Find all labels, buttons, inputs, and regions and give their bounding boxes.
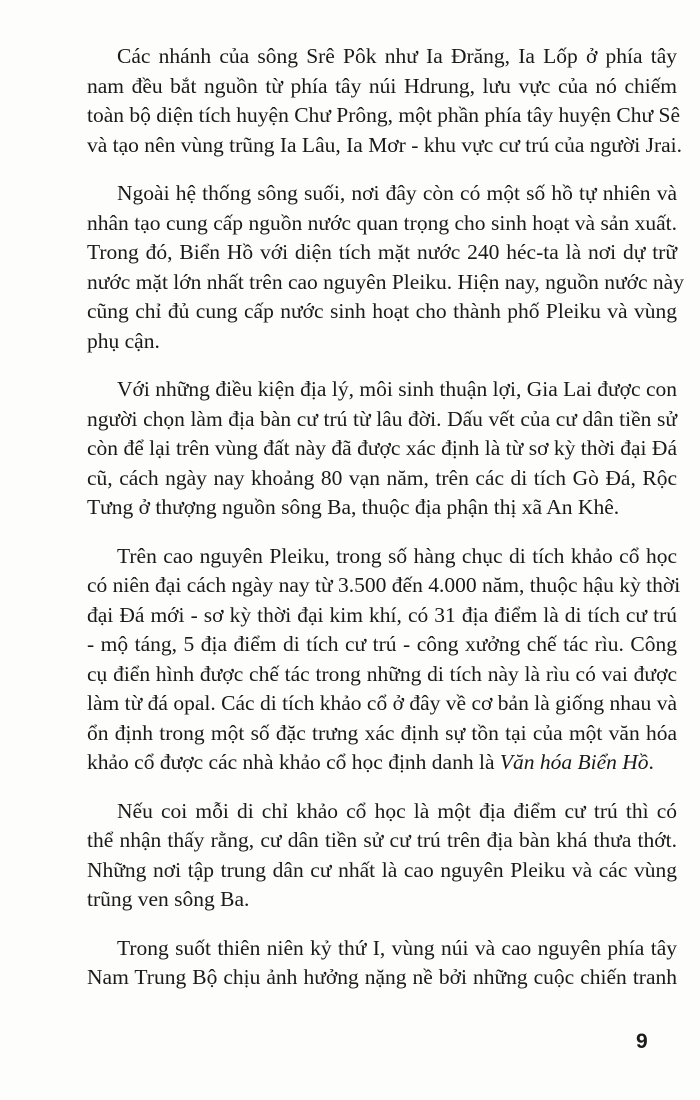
text-line: Trong đó, Biển Hồ với diện tích mặt nước 240 héc-ta là nơi dự trữ xyxy=(87,240,677,264)
text-line: nhân tạo cung cấp nguồn nước quan trọng cho sinh hoạt và sản xuất. xyxy=(87,210,677,235)
text-line: - mộ táng, 5 địa điểm di tích cư trú - công xưởng chế tác rìu. Công xyxy=(87,632,677,656)
text-line: và tạo nên vùng trũng Ia Lâu, Ia Mơr - khu vực cư trú của người Jrai. xyxy=(87,132,683,157)
paragraph xyxy=(87,542,681,778)
text-line: Nếu coi mỗi di chỉ khảo cổ học là một địa điểm cư trú thì có xyxy=(117,798,677,823)
text-line: phụ cận. xyxy=(87,328,160,353)
text-line: còn để lại trên vùng đất này đã được xác định là từ sơ kỳ thời đại Đá xyxy=(87,436,677,460)
text-line: thể nhận thấy rằng, cư dân tiền sử cư trú trên địa bàn khá thưa thớt. xyxy=(87,828,677,852)
text-line: Nam Trung Bộ chịu ảnh hưởng nặng nề bởi những cuộc chiến tranh xyxy=(87,965,677,989)
body-text xyxy=(87,42,684,1012)
text-line: Với những điều kiện địa lý, môi sinh thuận lợi, Gia Lai được con xyxy=(117,377,677,401)
text-line: trũng ven sông Ba. xyxy=(87,887,250,911)
paragraph xyxy=(87,375,677,523)
text-line: cũ, cách ngày nay khoảng 80 vạn năm, trên các di tích Gò Đá, Rộc xyxy=(87,465,677,490)
text-line: toàn bộ diện tích huyện Chư Prông, một phần phía tây huyện Chư Sê xyxy=(87,103,680,127)
text-line: đại Đá mới - sơ kỳ thời đại kim khí, có 31 địa điểm là di tích cư trú xyxy=(87,602,677,627)
page-number: 9 xyxy=(636,1030,648,1053)
text-line: Trên cao nguyên Pleiku, trong số hàng chục di tích khảo cổ học xyxy=(117,543,677,568)
text-line: cũng chỉ đủ cung cấp nước sinh hoạt cho thành phố Pleiku và vùng xyxy=(87,299,677,323)
paragraph xyxy=(87,179,684,356)
text-line: Các nhánh của sông Srê Pôk như Ia Đrăng, Ia Lốp ở phía tây xyxy=(117,44,677,68)
punctuation: . xyxy=(648,750,654,774)
paragraph xyxy=(87,797,677,915)
text-line: Trong suốt thiên niên kỷ thứ I, vùng núi và cao nguyên phía tây xyxy=(117,935,677,960)
text-line: làm từ đá opal. Các di tích khảo cổ ở đây về cơ bản là giống nhau và xyxy=(87,691,677,715)
text-line: Tưng ở thượng nguồn sông Ba, thuộc địa phận thị xã An Khê. xyxy=(87,495,620,519)
text-line: có niên đại cách ngày nay từ 3.500 đến 4.000 năm, thuộc hậu kỳ thời xyxy=(87,573,681,597)
italic-term: Văn hóa Biển Hồ xyxy=(499,750,649,774)
text-line: nước mặt lớn nhất trên cao nguyên Pleiku. Hiện nay, nguồn nước này xyxy=(87,269,684,294)
text-line: cụ điển hình được chế tác trong những di tích này là rìu có vai được xyxy=(87,661,677,686)
text-line xyxy=(87,748,677,778)
text-segment: khảo cổ được các nhà khảo cổ học định danh là xyxy=(87,750,500,774)
text-line: ổn định trong một số đặc trưng xác định sự tồn tại của một văn hóa xyxy=(87,720,677,745)
text-line: Những nơi tập trung dân cư nhất là cao nguyên Pleiku và các vùng xyxy=(87,857,677,882)
paragraph xyxy=(87,934,677,993)
paragraph xyxy=(87,42,683,160)
text-line: nam đều bắt nguồn từ phía tây núi Hdrung, lưu vực của nó chiếm xyxy=(87,73,677,98)
text-line: người chọn làm địa bàn cư trú từ lâu đời. Dấu vết của cư dân tiền sử xyxy=(87,406,677,431)
text-line: Ngoài hệ thống sông suối, nơi đây còn có một số hồ tự nhiên và xyxy=(117,181,677,205)
